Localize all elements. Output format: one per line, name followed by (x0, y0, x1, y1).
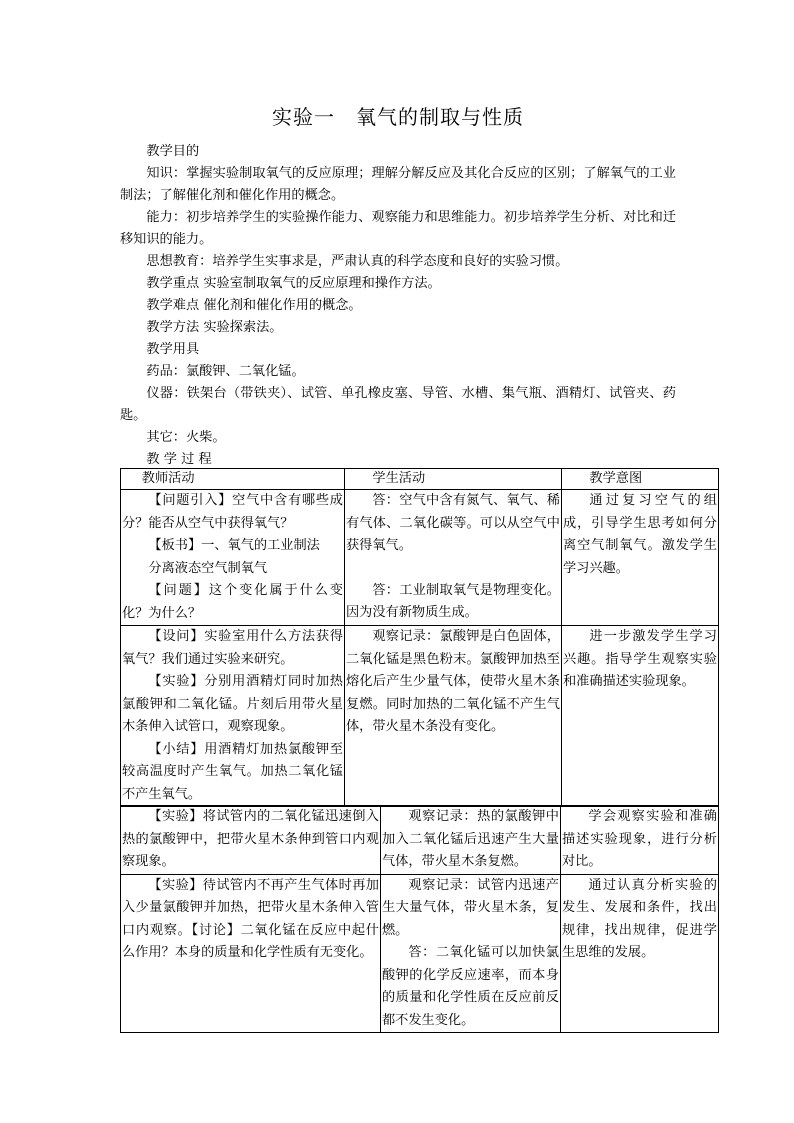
teaching-tools-heading: 教学用具 (146, 342, 200, 357)
document-title: 实验一 氧气的制取与性质 (272, 105, 524, 129)
lesson-objectives (120, 141, 676, 471)
cell-paragraph: 通过复习空气的组成，引导学生思考如何分离空气制氧气。激发学生学习兴趣。 (563, 493, 717, 576)
cell-paragraph: 【实验】待试管内不再产生气体时再加入少量氯酸钾并加热，把带火星木条伸入管口内观察。【讨论】二氧化锰在反应中起什么作用？本身的质量和化学性质有无变化。 (122, 877, 379, 960)
cell-paragraph: 【板书】一、氧气的工业制法 (148, 538, 320, 553)
teaching-process-table-continued (120, 805, 719, 1033)
chemicals-list: 药品：氯酸钾、二氧化锰。 (146, 364, 305, 379)
cell-paragraph: 观察记录：氯酸钾是白色固体，二氧化锰是黑色粉末。氯酸钾加热至熔化后产生少量气体，使带火星木条复燃。同时加热的二氧化锰不产生气体，带火星木条没有变化。 (346, 629, 560, 734)
teaching-intent-cell (561, 874, 719, 1033)
header-teacher-activity: 教师活动 (121, 469, 345, 490)
other-materials: 其它：火柴。 (146, 430, 226, 445)
cell-paragraph: 【问题】这个变化属于什么变化？为什么？ (122, 583, 343, 621)
cell-paragraph: 答：二氧化锰可以加快氯酸钾的化学反应速率，而本身的质量和化学性质在反应前反都不发生变化。 (382, 945, 559, 1028)
teaching-intent-cell (562, 490, 719, 626)
teacher-activity-cell (121, 490, 345, 626)
header-student-activity: 学生活动 (345, 469, 562, 490)
cell-paragraph: 【实验】将试管内的二氧化锰迅速倒入热的氯酸钾中，把带火星木条伸到管口内观察现象。 (122, 809, 379, 869)
table-row (121, 626, 719, 807)
cell-paragraph: 【实验】分别用酒精灯同时加热氯酸钾和二氧化锰。片刻后用带火星木条伸入试管口，观察现象。 (122, 674, 343, 734)
table-row (121, 490, 719, 626)
teaching-focus: 教学重点 实验室制取氧气的反应原理和操作方法。 (146, 276, 441, 291)
table-header-row (121, 469, 719, 490)
cell-paragraph: 答：空气中含有氮气、氧气、稀有气体、二氧化碳等。可以从空气中获得氧气。 (346, 493, 560, 553)
teaching-method: 教学方法 实验探索法。 (146, 320, 283, 335)
teaching-process-heading: 教 学 过 程 (146, 452, 212, 467)
cell-paragraph: 分离液态空气制氧气 (148, 560, 268, 576)
student-activity-cell (381, 806, 561, 875)
teacher-activity-cell (121, 806, 381, 875)
table-row (121, 806, 719, 875)
teacher-activity-cell (121, 626, 345, 807)
cell-paragraph: 学会观察实验和准确描述实验现象，进行分析对比。 (562, 809, 717, 869)
cell-paragraph: 【小结】用酒精灯加热氯酸钾至较高温度时产生氧气。加热二氧化锰不产生氧气。 (122, 741, 343, 802)
student-activity-cell (345, 626, 562, 807)
student-activity-cell (381, 874, 561, 1033)
ability-objective: 能力：初步培养学生的实验操作能力、观察能力和思维能力。初步培养学生分析、对比和迁移知识的能力。 (120, 210, 676, 247)
teaching-intent-cell (562, 626, 719, 807)
cell-paragraph: 进一步激发学生学习兴趣。指导学生观察实验和准确描述实验现象。 (563, 629, 717, 689)
knowledge-objective: 知识：掌握实验制取氧气的反应原理；理解分解反应及其化合反应的区别；了解氧气的工业制法；了解催化剂和催化作用的概念。 (120, 166, 676, 203)
cell-paragraph: 【设问】实验室用什么方法获得氧气？我们通过实验来研究。 (122, 629, 343, 667)
moral-objective: 思想教育：培养学生实事求是，严肃认真的科学态度和良好的实验习惯。 (146, 254, 569, 269)
teaching-process-table (120, 468, 719, 807)
teaching-difficulty: 教学难点 催化剂和催化作用的概念。 (146, 298, 362, 313)
cell-paragraph: 答：工业制取氧气是物理变化。因为没有新物质生成。 (346, 582, 560, 620)
student-activity-cell (345, 490, 562, 626)
cell-paragraph: 观察记录：热的氯酸钾中加入二氧化锰后迅速产生大量气体，带火星木条复燃。 (382, 809, 559, 869)
cell-paragraph: 通过认真分析实验的发生、发展和条件，找出规律，找出规律，促进学生思维的发展。 (562, 877, 717, 960)
table-row (121, 874, 719, 1033)
cell-paragraph: 观察记录：试管内迅速产生大量气体，带火星木条，复燃。 (382, 877, 559, 938)
cell-paragraph: 【问题引入】空气中含有哪些成分？能否从空气中获得氧气？ (122, 493, 343, 531)
objectives-heading: 教学目的 (146, 144, 200, 159)
header-teaching-intent: 教学意图 (562, 469, 719, 490)
teaching-intent-cell (561, 806, 719, 875)
instruments-list: 仪器：铁架台（带铁夹）、试管、单孔橡皮塞、导管、水槽、集气瓶、酒精灯、试管夹、药匙。 (120, 386, 676, 423)
teacher-activity-cell (121, 874, 381, 1033)
